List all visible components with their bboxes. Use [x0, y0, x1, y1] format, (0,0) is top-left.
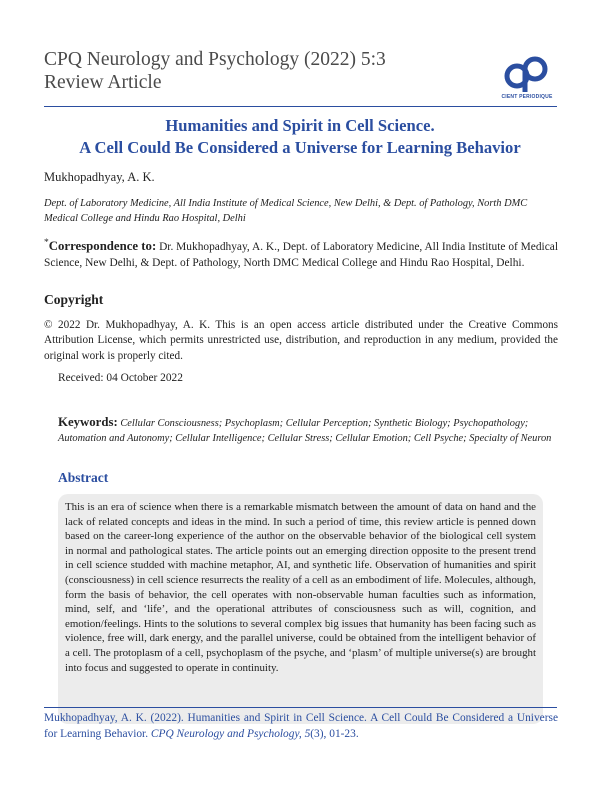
- citation-text: Mukhopadhyay, A. K. (2022). Humanities and Spirit in Cell Science. A Cell Could Be Considered a Universe for Learning Behavior.: [44, 712, 558, 740]
- citation: [44, 711, 558, 742]
- correspondence-marker: *: [44, 238, 49, 248]
- keywords: [58, 415, 558, 446]
- abstract-text: This is an era of science when there is a remarkable mismatch between the amount of data on hand and the lack of related concepts and ideas in the mind. In such a period of time, this review article is penned down based on the career-long experience of the author on the observable behavior of the biological cell system in normal and pathological states. The article points out an emerging direction opposite to the present trend in cell science studded with machine metaphor, AI, and synthetic life. Observation of humanities and spirit (consciousness) in cell science resurrects the reality of a cell as an embodiment of life. Molecules, although, form the basis of behavior, the cell operates with non-observable human faculties such as information, mind, self, and ‘life’, and the operational attributes of consciousness such as will, cognition, and emotion/feelings. Hints to the solutions to several complex big issues that humanity has been facing such as violence, free will, dark energy, and the parallel universe, could be obtained from the intelligent behavior of a cell. The protoplasm of a cell, psychoplasm of the psyche, and ‘plasm’ of multiple universe(s) are brought into focus and suggested to operate in continuity.: [65, 501, 536, 674]
- article-type: Review Article: [44, 72, 162, 93]
- received-date: Received: 04 October 2022: [58, 372, 183, 384]
- header-divider: [44, 106, 557, 107]
- keywords-text: Cellular Consciousness; Psychoplasm; Cellular Perception; Synthetic Biology; Psychopathology; Automation and Autonomy; Cellular Intelligence; Cellular Stress; Cellular Emotion; Cell Psyche; Specialty of Neuron: [58, 418, 552, 444]
- title-line-1: Humanities and Spirit in Cell Science.: [165, 116, 435, 135]
- journal-header: [44, 48, 386, 94]
- affiliation: Dept. of Laboratory Medicine, All India Institute of Medical Science, New Delhi, & Dept. of Pathology, North DMC Medical College and Hindu Rao Hospital, Delhi: [44, 198, 528, 224]
- citation-volume: , 5: [298, 727, 311, 740]
- correspondence-label: Correspondence to:: [48, 238, 157, 253]
- logo-caption: CIENT PERIODIQUE: [501, 94, 553, 100]
- copyright-heading: Copyright: [44, 292, 104, 307]
- footer-divider: [44, 707, 557, 708]
- copyright-text: © 2022 Dr. Mukhopadhyay, A. K. This is an open access article distributed under the Creative Commons Attribution License, which permits unrestricted use, distribution, and reproduction in any medium, provided the original work is properly cited.: [44, 319, 558, 362]
- correspondence-text: Dr. Mukhopadhyay, A. K., Dept. of Laboratory Medicine, All India Institute of Medical Science, New Delhi, & Dept. of Pathology, North DMC Medical College and Hindu Rao Hospital, Delhi.: [44, 240, 558, 269]
- article-title: [40, 115, 560, 159]
- citation-journal: CPQ Neurology and Psychology: [150, 727, 299, 740]
- correspondence: [44, 235, 558, 271]
- abstract-heading: Abstract: [58, 470, 109, 485]
- keywords-label: Keywords:: [58, 415, 118, 429]
- title-line-2: A Cell Could Be Considered a Universe for Learning Behavior: [79, 138, 521, 157]
- journal-title: CPQ Neurology and Psychology (2022) 5:3: [44, 49, 386, 70]
- citation-issue-pages: (3), 01-23.: [310, 727, 359, 740]
- author: Mukhopadhyay, A. K.: [44, 170, 155, 184]
